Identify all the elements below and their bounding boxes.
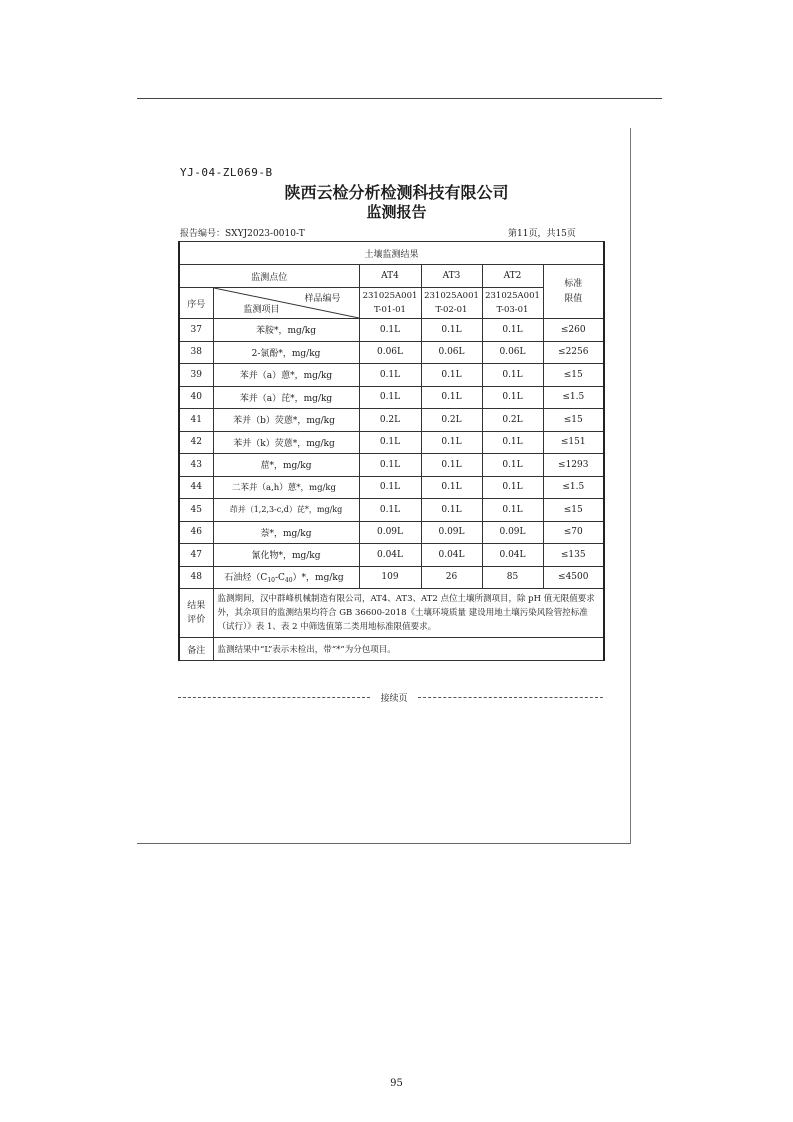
standard-cell: ≤1.5 bbox=[543, 386, 604, 409]
standard-cell: ≤135 bbox=[543, 544, 604, 567]
table-row bbox=[179, 341, 604, 364]
table-row bbox=[179, 521, 604, 544]
table-row bbox=[179, 544, 604, 567]
value-cell: 0.1L bbox=[421, 431, 482, 454]
value-cell: 0.2L bbox=[421, 409, 482, 432]
note-text: 监测结果中“L”表示未检出，带“*”为分包项目。 bbox=[213, 638, 604, 661]
table-row bbox=[179, 386, 604, 409]
item-text: -C bbox=[274, 573, 285, 584]
seq-cell: 38 bbox=[179, 341, 213, 364]
seq-cell: 41 bbox=[179, 409, 213, 432]
value-cell: 0.09L bbox=[482, 521, 543, 544]
value-cell: 85 bbox=[482, 566, 543, 589]
table-row bbox=[179, 319, 604, 342]
item-cell: 苯并（a）芘*，mg/kg bbox=[213, 386, 359, 409]
value-cell: 0.1L bbox=[359, 499, 421, 522]
diagonal-header bbox=[213, 288, 359, 319]
evaluation-text: 监测期间，汉中群峰机械制造有限公司，AT4、AT3、AT2 点位土壤所测项目，除 pH 值无限值要求外，其余项目的监测结果均符合 GB 36600-2018《土壤环境质量 建设用地土壤污染风险管控标准（试行）》表 1、表 2 中筛选值第二类用地标准限值要求。 bbox=[213, 589, 604, 638]
page-number: 95 bbox=[390, 1078, 403, 1089]
value-cell: 0.1L bbox=[421, 454, 482, 477]
value-cell: 0.1L bbox=[359, 364, 421, 387]
value-cell: 26 bbox=[421, 566, 482, 589]
dashed-line bbox=[418, 697, 603, 699]
standard-cell: ≤15 bbox=[543, 499, 604, 522]
item-cell: 二苯并（a,h）蒽*，mg/kg bbox=[213, 476, 359, 499]
point-header-cell: AT4 bbox=[359, 265, 421, 288]
sample-code-label: 样品编号 bbox=[304, 294, 341, 304]
standard-cell: ≤151 bbox=[543, 431, 604, 454]
value-cell: 0.1L bbox=[359, 454, 421, 477]
dashed-line bbox=[178, 697, 370, 699]
value-cell: 0.1L bbox=[482, 454, 543, 477]
value-cell: 0.1L bbox=[359, 431, 421, 454]
value-cell: 109 bbox=[359, 566, 421, 589]
table-row bbox=[179, 409, 604, 432]
table-row bbox=[179, 431, 604, 454]
standard-cell: ≤260 bbox=[543, 319, 604, 342]
item-text: ）*，mg/kg bbox=[292, 573, 344, 584]
standard-cell: ≤15 bbox=[543, 409, 604, 432]
value-cell: 0.1L bbox=[482, 386, 543, 409]
value-cell: 0.1L bbox=[359, 476, 421, 499]
value-cell: 0.1L bbox=[421, 319, 482, 342]
value-cell: 0.1L bbox=[482, 476, 543, 499]
seq-cell: 47 bbox=[179, 544, 213, 567]
standard-cell: ≤1293 bbox=[543, 454, 604, 477]
continued-marker bbox=[178, 691, 603, 703]
value-cell: 0.1L bbox=[421, 499, 482, 522]
value-cell: 0.09L bbox=[359, 521, 421, 544]
right-rule bbox=[630, 128, 631, 844]
value-cell: 0.1L bbox=[482, 319, 543, 342]
seq-cell: 40 bbox=[179, 386, 213, 409]
sample-code-cell: 231025A001 T-02-01 bbox=[421, 288, 482, 319]
item-subscript: 40 bbox=[284, 577, 293, 585]
report-number: 报告编号：SXYJ2023-0010-T bbox=[180, 229, 305, 239]
sample-code-cell: 231025A001 T-01-01 bbox=[359, 288, 421, 319]
seq-cell: 39 bbox=[179, 364, 213, 387]
value-cell: 0.04L bbox=[482, 544, 543, 567]
value-cell: 0.06L bbox=[482, 341, 543, 364]
evaluation-label: 结果 评价 bbox=[179, 589, 213, 638]
value-cell: 0.1L bbox=[421, 386, 482, 409]
value-cell: 0.09L bbox=[421, 521, 482, 544]
continued-text: 接续页 bbox=[380, 694, 408, 704]
item-cell: 氰化物*，mg/kg bbox=[213, 544, 359, 567]
note-label: 备注 bbox=[179, 638, 213, 661]
seq-cell: 43 bbox=[179, 454, 213, 477]
seq-cell: 37 bbox=[179, 319, 213, 342]
value-cell: 0.1L bbox=[482, 499, 543, 522]
table-row bbox=[179, 476, 604, 499]
value-cell: 0.06L bbox=[359, 341, 421, 364]
standard-cell: ≤70 bbox=[543, 521, 604, 544]
seq-cell: 42 bbox=[179, 431, 213, 454]
standard-cell: ≤2256 bbox=[543, 341, 604, 364]
table-row bbox=[179, 454, 604, 477]
item-text: 石油烃（C bbox=[224, 573, 268, 584]
seq-cell: 46 bbox=[179, 521, 213, 544]
point-header-cell: AT2 bbox=[482, 265, 543, 288]
item-cell: 苯并（k）荧蒽*，mg/kg bbox=[213, 431, 359, 454]
item-cell: 苯并（a）蒽*，mg/kg bbox=[213, 364, 359, 387]
item-cell: 萘*，mg/kg bbox=[213, 521, 359, 544]
item-cell: 䓛*，mg/kg bbox=[213, 454, 359, 477]
seq-cell: 45 bbox=[179, 499, 213, 522]
standard-cell: ≤4500 bbox=[543, 566, 604, 589]
standard-cell: ≤1.5 bbox=[543, 476, 604, 499]
value-cell: 0.04L bbox=[359, 544, 421, 567]
value-cell: 0.1L bbox=[421, 364, 482, 387]
soil-results-table bbox=[178, 241, 605, 661]
document-code: YJ-04-ZL069-B bbox=[180, 166, 273, 179]
company-name: 陕西云检分析检测科技有限公司 bbox=[284, 183, 509, 202]
point-header: 监测点位 bbox=[179, 265, 359, 288]
value-cell: 0.1L bbox=[421, 476, 482, 499]
item-cell bbox=[213, 566, 359, 589]
item-cell: 苯胺*，mg/kg bbox=[213, 319, 359, 342]
monitoring-item-label: 监测项目 bbox=[243, 305, 280, 315]
item-cell: 苯并（b）荧蒽*，mg/kg bbox=[213, 409, 359, 432]
table-row bbox=[179, 499, 604, 522]
value-cell: 0.06L bbox=[421, 341, 482, 364]
report-title: 监测报告 bbox=[366, 203, 427, 221]
seq-cell: 48 bbox=[179, 566, 213, 589]
item-subscript: 10 bbox=[267, 577, 275, 585]
seq-header: 序号 bbox=[179, 288, 213, 319]
point-header-cell: AT3 bbox=[421, 265, 482, 288]
table-title: 土壤监测结果 bbox=[179, 242, 604, 265]
table-row bbox=[179, 566, 604, 589]
page-count: 第11页，共15页 bbox=[508, 229, 576, 239]
value-cell: 0.2L bbox=[482, 409, 543, 432]
value-cell: 0.1L bbox=[482, 431, 543, 454]
value-cell: 0.1L bbox=[359, 319, 421, 342]
top-rule bbox=[137, 98, 662, 99]
bottom-rule bbox=[137, 843, 630, 844]
seq-cell: 44 bbox=[179, 476, 213, 499]
value-cell: 0.2L bbox=[359, 409, 421, 432]
sample-code-cell: 231025A001 T-03-01 bbox=[482, 288, 543, 319]
standard-cell: ≤15 bbox=[543, 364, 604, 387]
value-cell: 0.1L bbox=[482, 364, 543, 387]
value-cell: 0.04L bbox=[421, 544, 482, 567]
table-row bbox=[179, 364, 604, 387]
item-cell: 2-氯酚*，mg/kg bbox=[213, 341, 359, 364]
value-cell: 0.1L bbox=[359, 386, 421, 409]
item-cell: 茚并（1,2,3-c,d）芘*，mg/kg bbox=[213, 499, 359, 522]
standard-limit-header: 标准 限值 bbox=[543, 265, 604, 319]
